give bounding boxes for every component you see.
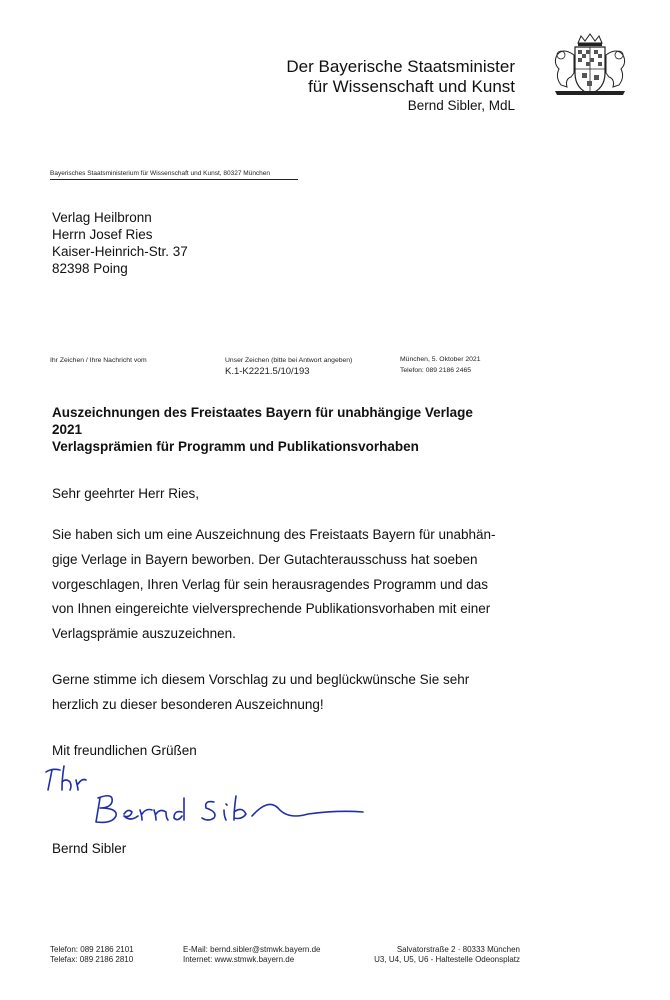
minister-title-line1: Der Bayerische Staatsminister xyxy=(286,57,515,76)
our-reference-label: Unser Zeichen (bitte bei Antwort angeben) xyxy=(225,357,353,364)
paragraph2-line1: Gerne stimme ich diesem Vorschlag zu und beglückwünsche Sie sehr xyxy=(52,672,470,687)
paragraph1-line4: von Ihnen eingereichte vielversprechende Publikationsvorhaben mit einer xyxy=(52,601,491,616)
paragraph1-line1: Sie haben sich um eine Auszeichnung des Freistaats Bayern für unabhän- xyxy=(52,527,496,542)
footer-address: Salvatorstraße 2 · 80333 München xyxy=(396,945,520,954)
minister-title-line2: für Wissenschaft und Kunst xyxy=(308,77,515,96)
subject-line3: Verlagsprämien für Programm und Publikationsvorhaben xyxy=(52,439,419,454)
salutation: Sehr geehrter Herr Ries, xyxy=(52,486,200,501)
closing: Mit freundlichen Grüßen xyxy=(52,743,197,758)
recipient-person: Herrn Josef Ries xyxy=(52,227,153,242)
minister-name: Bernd Sibler, MdL xyxy=(407,98,515,113)
letter-date: München, 5. Oktober 2021 xyxy=(400,356,481,363)
contact-phone: Telefon: 089 2186 2465 xyxy=(400,367,472,374)
sender-return-address: Bayerisches Staatsministerium für Wissenschaft und Kunst, 80327 München xyxy=(50,170,271,177)
footer-email: E-Mail: bernd.sibler@stmwk.bayern.de xyxy=(183,945,321,954)
footer-internet: Internet: www.stmwk.bayern.de xyxy=(183,955,295,964)
recipient-company: Verlag Heilbronn xyxy=(52,210,152,225)
our-reference-value: K.1-K2221.5/10/193 xyxy=(225,366,310,377)
handwritten-signature xyxy=(38,758,368,838)
paragraph1-line2: gige Verlage in Bayern beworben. Der Gutachterausschuss hat soeben xyxy=(52,552,478,567)
bavarian-coat-of-arms-icon xyxy=(545,33,635,97)
subject-line1: Auszeichnungen des Freistaates Bayern für unabhängige Verlage xyxy=(52,405,473,420)
paragraph2-line2: herzlich zu dieser besonderen Auszeichnung! xyxy=(52,697,324,712)
signature-name: Bernd Sibler xyxy=(52,841,127,856)
footer-phone: Telefon: 089 2186 2101 xyxy=(50,945,134,954)
recipient-city: 82398 Poing xyxy=(52,261,128,276)
paragraph1-line3: vorgeschlagen, Ihren Verlag für sein herausragendes Programm und das xyxy=(52,577,489,592)
subject-line2: 2021 xyxy=(52,422,83,437)
footer-transit: U3, U4, U5, U6 - Haltestelle Odeonsplatz xyxy=(374,955,520,964)
sender-underline xyxy=(50,179,298,180)
recipient-street: Kaiser-Heinrich-Str. 37 xyxy=(52,244,188,259)
your-reference-label: Ihr Zeichen / Ihre Nachricht vom xyxy=(50,357,147,364)
paragraph1-line5: Verlagsprämie auszuzeichnen. xyxy=(52,626,236,641)
footer-fax: Telefax: 089 2186 2810 xyxy=(50,955,134,964)
